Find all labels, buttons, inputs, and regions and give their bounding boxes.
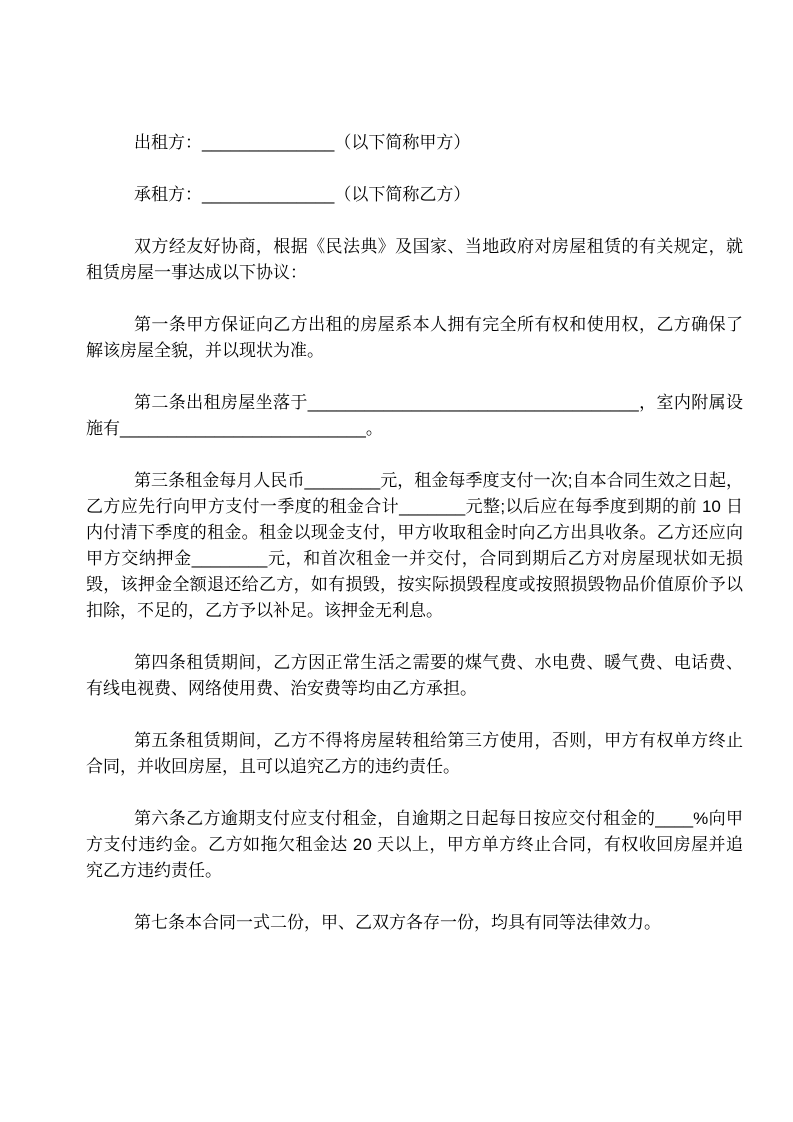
preamble-paragraph: 双方经友好协商，根据《民法典》及国家、当地政府对房屋租赁的有关规定，就租赁房屋一事达成以下协议：	[86, 237, 743, 282]
clause-7-paragraph: 第七条本合同一式二份，甲、乙双方各存一份，均具有同等法律效力。	[134, 913, 661, 932]
clause-6-paragraph: 第六条乙方逾期支付应支付租金，自逾期之日起每日按应交付租金的____%向甲方支付违约金。乙方如拖欠租金达 20 天以上，甲方单方终止合同，有权收回房屋并追究乙方违约责任。	[86, 809, 743, 880]
clause-1-paragraph: 第一条甲方保证向乙方出租的房屋系本人拥有完全所有权和使用权，乙方确保了解该房屋全貌，并以现状为准。	[86, 315, 743, 360]
party-lessor-line: 出租方：______________（以下简称甲方）	[134, 133, 471, 152]
clause-5-paragraph: 第五条租赁期间，乙方不得将房屋转租给第三方使用，否则，甲方有权单方终止合同，并收回房屋，且可以追究乙方的违约责任。	[86, 731, 743, 776]
party-lessee-line: 承租方：______________（以下简称乙方）	[134, 185, 471, 204]
clause-4-paragraph: 第四条租赁期间，乙方因正常生活之需要的煤气费、水电费、暖气费、电话费、有线电视费、网络使用费、治安费等均由乙方承担。	[86, 653, 743, 698]
clause-2-paragraph: 第二条出租房屋坐落于___________________________________，室内附属设施有__________________________。	[86, 393, 743, 438]
clause-3-paragraph: 第三条租金每月人民币________元，租金每季度支付一次;自本合同生效之日起，乙方应先行向甲方支付一季度的租金合计_______元整;以后应在每季度到期的前 10 日内付清下季度的租金。租金以现金支付，甲方收取租金时向乙方出具收条。乙方还应向甲方交纳押金________元，和首次租金一并交付，合同到期后乙方对房屋现状如无损毁，该押金全额退还给乙方，如有损毁，按实际损毁程度或按照损毁物品价值原价予以扣除，不足的，乙方予以补足。该押金无利息。	[86, 471, 743, 620]
